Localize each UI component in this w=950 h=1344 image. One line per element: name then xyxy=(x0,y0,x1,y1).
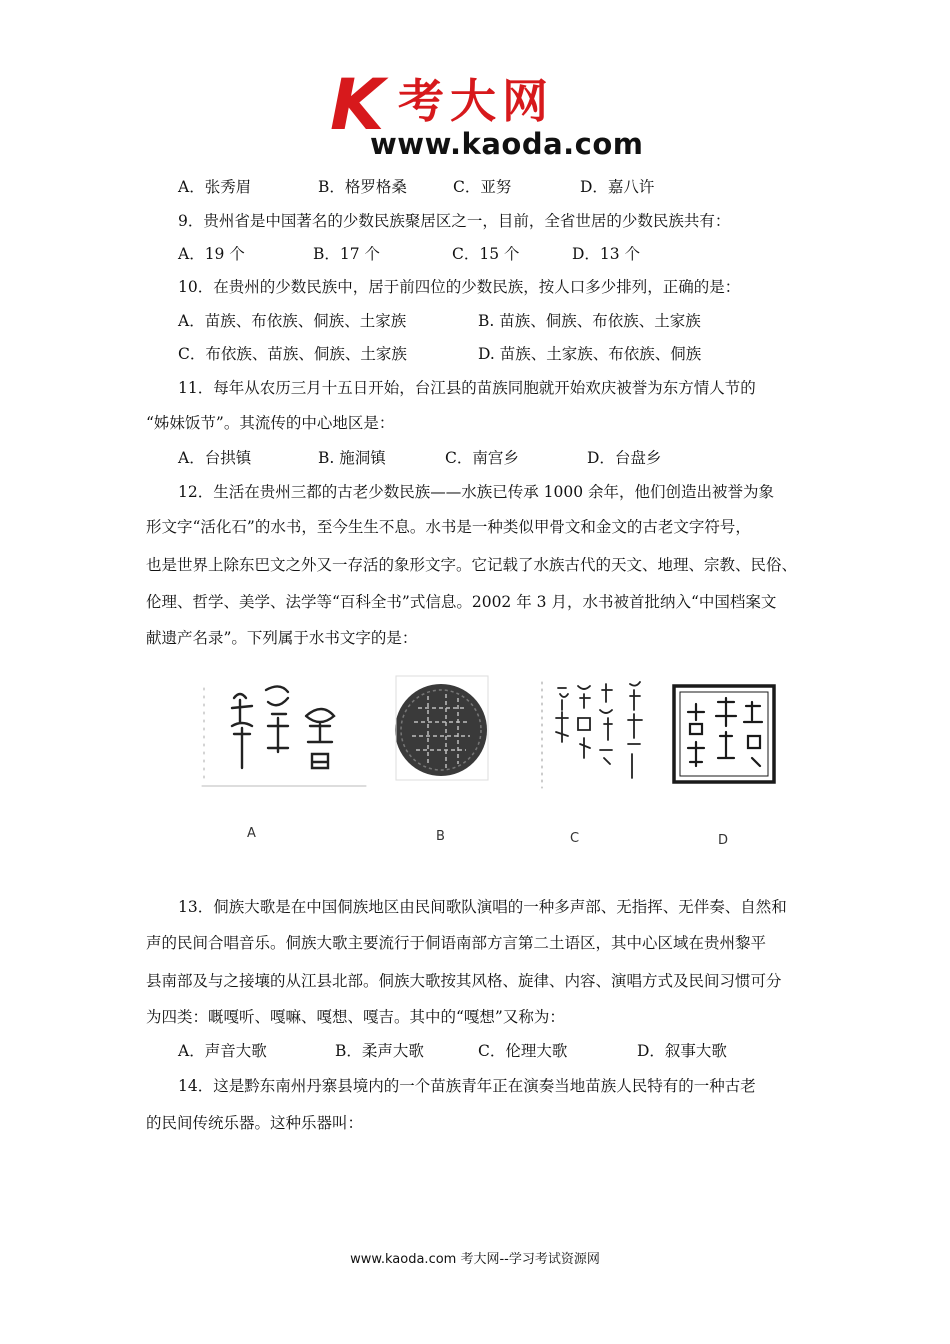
q12-paragraph-line4: 伦理、哲学、美学、法学等“百科全书”式信息。2002 年 3 月，水书被首批纳入“中国档案文 xyxy=(146,593,777,611)
q13-option-c: C．伦理大歌 xyxy=(478,1042,568,1060)
q8-option-c: C．亚努 xyxy=(453,178,512,196)
q13-option-d: D．叙事大歌 xyxy=(637,1042,727,1060)
figure-label-b: B xyxy=(436,829,445,844)
q13-paragraph-line2: 声的民间合唱音乐。侗族大歌主要流行于侗语南部方言第二土语区，其中心区域在贵州黎平 xyxy=(146,934,767,952)
sample-b-image xyxy=(395,676,488,780)
q13-paragraph-line1: 13．侗族大歌是在中国侗族地区由民间歌队演唱的一种多声部、无指挥、无伴奏、自然和 xyxy=(178,898,787,916)
logo-url: www.kaoda.com xyxy=(370,127,644,161)
q9-option-a: A．19 个 xyxy=(178,245,245,263)
q10-question: 10．在贵州的少数民族中，居于前四位的少数民族，按人口多少排列，正确的是： xyxy=(178,278,741,296)
q11-option-c: C．南宫乡 xyxy=(445,449,519,467)
logo-title: 考大网 xyxy=(398,74,554,128)
script-samples-image xyxy=(196,668,786,858)
page-footer: www.kaoda.com 考大网--学习考试资源网 xyxy=(350,1252,600,1267)
q13-option-b: B．柔声大歌 xyxy=(335,1042,424,1060)
q8-option-b: B．格罗格桑 xyxy=(318,178,407,196)
sample-d-image xyxy=(674,686,774,782)
figure-label-c: C xyxy=(570,831,580,846)
q10-option-d: D. 苗族、土家族、布依族、侗族 xyxy=(478,345,702,363)
q8-option-a: A．张秀眉 xyxy=(178,178,252,196)
q13-option-a: A．声音大歌 xyxy=(178,1042,267,1060)
q8-option-d: D．嘉八许 xyxy=(580,178,655,196)
q10-option-b: B. 苗族、侗族、布依族、土家族 xyxy=(478,312,701,330)
q11-question-line2: “姊妹饭节”。其流传的中心地区是： xyxy=(146,414,395,432)
q10-option-c: C．布依族、苗族、侗族、土家族 xyxy=(178,345,407,363)
q13-paragraph-line4: 为四类：嘅嘎听、嘎嘛、嘎想、嘎吉。其中的“嘎想”又称为： xyxy=(146,1008,565,1026)
sample-a-image xyxy=(202,686,366,786)
logo-k-mark: K xyxy=(330,64,385,146)
q11-option-b: B. 施洞镇 xyxy=(318,449,386,467)
figure-label-a: A xyxy=(247,826,256,841)
q9-option-b: B．17 个 xyxy=(313,245,381,263)
q9-option-d: D．13 个 xyxy=(572,245,641,263)
q11-option-d: D．台盘乡 xyxy=(587,449,662,467)
q12-paragraph-line2: 形文字“活化石”的水书，至今生生不息。水书是一种类似甲骨文和金文的古老文字符号， xyxy=(146,518,751,536)
q12-paragraph-line1: 12．生活在贵州三都的古老少数民族——水族已传承 1000 余年，他们创造出被誉为象 xyxy=(178,483,775,501)
q10-option-a: A．苗族、布依族、侗族、土家族 xyxy=(178,312,407,330)
q12-paragraph-line5: 献遗产名录”。下列属于水书文字的是： xyxy=(146,629,418,647)
q9-question: 9．贵州省是中国著名的少数民族聚居区之一，目前，全省世居的少数民族共有： xyxy=(178,212,731,230)
figure-label-d: D xyxy=(718,833,729,848)
q11-option-a: A．台拱镇 xyxy=(178,449,252,467)
script-samples-figure xyxy=(196,668,786,858)
sample-c-image xyxy=(542,682,642,788)
q13-paragraph-line3: 县南部及与之接壤的从江县北部。侗族大歌按其风格、旋律、内容、演唱方式及民间习惯可分 xyxy=(146,972,782,990)
q14-paragraph-line2: 的民间传统乐器。这种乐器叫： xyxy=(146,1114,364,1132)
kaoda-logo xyxy=(330,64,660,162)
q9-option-c: C．15 个 xyxy=(452,245,520,263)
q14-paragraph-line1: 14．这是黔东南州丹寨县境内的一个苗族青年正在演奏当地苗族人民特有的一种古老 xyxy=(178,1077,756,1095)
q11-question-line1: 11．每年从农历三月十五日开始，台江县的苗族同胞就开始欢庆被誉为东方情人节的 xyxy=(178,379,756,397)
q12-paragraph-line3: 也是世界上除东巴文之外又一存活的象形文字。它记载了水族古代的天文、地理、宗教、民俗、 xyxy=(146,556,798,574)
